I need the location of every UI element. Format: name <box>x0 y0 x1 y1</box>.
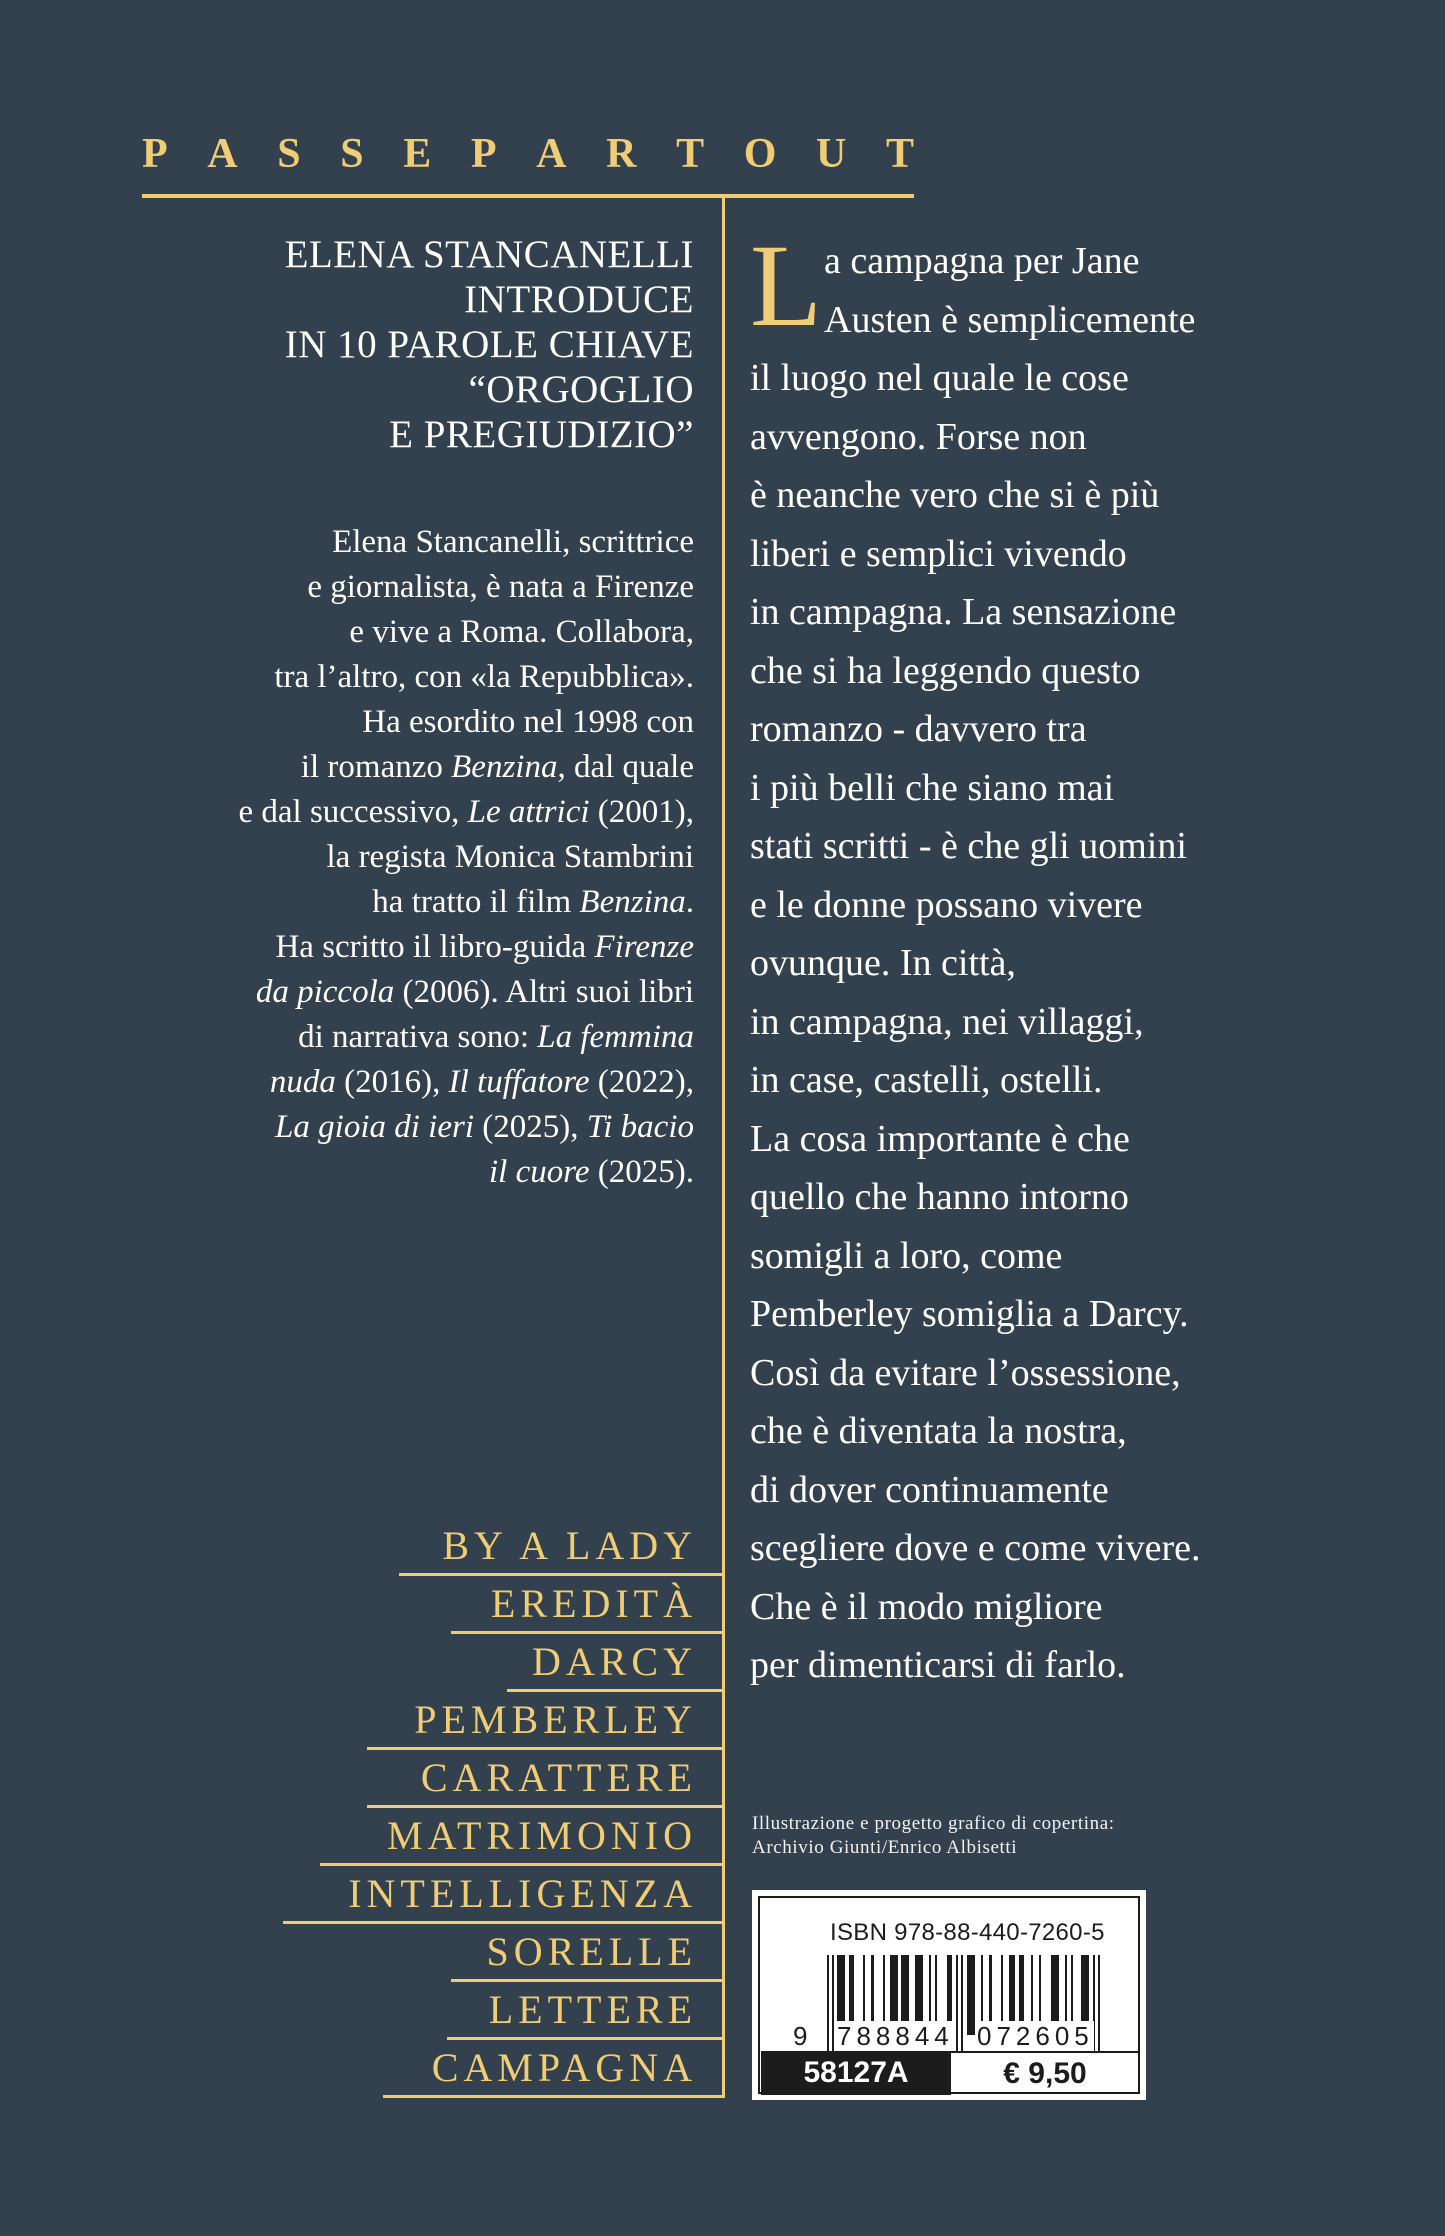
excerpt-line: romanzo - davvero tra <box>750 708 1087 750</box>
drop-cap: L <box>750 220 823 351</box>
book-title: Benzina <box>579 884 686 920</box>
excerpt-line: Che è il modo migliore <box>750 1585 1103 1628</box>
headline-line: “ORGOGLIO <box>468 368 694 411</box>
keyword-item <box>260 2040 723 2098</box>
excerpt-line: quello che hanno intorno <box>750 1176 1129 1218</box>
bio-text: (2006). Altri suoi libri <box>394 974 694 1010</box>
keyword-label: LETTERE <box>488 1987 697 2032</box>
series-title <box>142 126 914 182</box>
keywords-list <box>260 1518 723 2098</box>
excerpt-line: La cosa importante è che <box>750 1117 1130 1160</box>
excerpt-line: Così da evitare l’ossessione, <box>750 1351 1181 1394</box>
book-title: La gioia di ieri <box>275 1109 474 1145</box>
keyword-label: CARATTERE <box>420 1755 697 1800</box>
series-title-letter: R <box>606 131 637 177</box>
bio-line <box>140 925 694 970</box>
excerpt-line: i più belli che siano mai <box>750 766 1115 809</box>
book-title: Firenze <box>594 929 694 965</box>
excerpt-line: che si ha leggendo questo <box>750 649 1141 692</box>
ean-digits-left: 788844 <box>837 2021 954 2051</box>
bio-text: , dal quale <box>557 749 694 785</box>
series-title-letter: U <box>816 131 847 177</box>
bio-line <box>140 1015 694 1060</box>
ean-digits-right: 072605 <box>977 2021 1094 2051</box>
series-title-letter: T <box>885 131 914 177</box>
barcode-box <box>752 1890 1146 2100</box>
book-title: Ti bacio <box>586 1109 694 1145</box>
keyword-label: BY A LADY <box>442 1523 697 1568</box>
excerpt-line: di dover continuamente <box>750 1468 1109 1511</box>
ean-first-digit: 9 <box>793 2021 808 2051</box>
excerpt-line: per dimenticarsi di farlo. <box>750 1644 1126 1686</box>
book-title: Le attrici <box>467 794 590 830</box>
series-title-letter: P <box>470 131 497 177</box>
series-title-letter: S <box>277 131 301 177</box>
book-title: il cuore <box>489 1154 590 1190</box>
cover-credits <box>752 1812 1272 1860</box>
keyword-item <box>260 1982 723 2040</box>
headline-line: INTRODUCE <box>464 278 694 321</box>
bio-text: e dal successivo, <box>238 794 468 830</box>
bio-text: Ha scritto il libro-guida <box>275 929 595 965</box>
keyword-item <box>260 1576 723 1634</box>
excerpt-line: scegliere dove e come vivere. <box>750 1527 1201 1569</box>
series-title-letter: A <box>536 131 567 177</box>
keyword-item <box>260 1634 723 1692</box>
excerpt-line: il luogo nel quale le cose <box>750 357 1129 399</box>
bio-line <box>140 880 694 925</box>
credits-line: Illustrazione e progetto grafico di copertina: <box>752 1813 1115 1834</box>
book-title: Il tuffatore <box>448 1064 590 1100</box>
keyword-label: MATRIMONIO <box>387 1813 697 1858</box>
series-title-letter: E <box>403 131 432 177</box>
keyword-item <box>260 1866 723 1924</box>
excerpt-line: Pemberley somiglia a Darcy. <box>750 1293 1189 1335</box>
excerpt-line: è neanche vero che si è più <box>750 474 1160 516</box>
isbn-label: ISBN 978-88-440-7260-5 <box>830 1919 1105 1946</box>
bio-line: Ha esordito nel 1998 con <box>362 704 694 740</box>
keyword-item <box>260 1808 723 1866</box>
bio-line <box>140 790 694 835</box>
keyword-label: EREDITÀ <box>490 1581 697 1626</box>
book-title: nuda <box>269 1064 336 1100</box>
bio-line: tra l’altro, con «la Repubblica». <box>274 659 694 695</box>
author-bio <box>140 520 694 1195</box>
bio-line: Elena Stancanelli, scrittrice <box>332 524 694 560</box>
excerpt-line: liberi e semplici vivendo <box>750 532 1127 575</box>
top-divider <box>142 194 914 198</box>
headline <box>150 232 694 457</box>
series-title-letter: S <box>340 131 364 177</box>
bio-text: (2016), <box>335 1064 449 1100</box>
keyword-label: DARCY <box>531 1639 697 1684</box>
excerpt-line: che è diventata la nostra, <box>750 1410 1127 1452</box>
bio-text: . <box>685 884 694 920</box>
bio-text: (2022), <box>589 1064 694 1100</box>
bio-line: e vive a Roma. Collabora, <box>349 614 694 650</box>
excerpt-line: ovunque. In città, <box>750 942 1016 984</box>
credits-line: Archivio Giunti/Enrico Albisetti <box>752 1837 1018 1858</box>
bio-text: il romanzo <box>300 749 452 785</box>
excerpt-line: in case, castelli, ostelli. <box>750 1059 1103 1101</box>
series-title-letter: P <box>142 131 168 177</box>
excerpt-line: somigli a loro, come <box>750 1234 1063 1277</box>
excerpt-line: in campagna, nei villaggi, <box>750 1000 1144 1043</box>
bio-line <box>140 1150 694 1195</box>
book-title: Benzina <box>451 749 558 785</box>
keyword-label: PEMBERLEY <box>414 1697 697 1742</box>
keyword-label: SORELLE <box>486 1929 697 1974</box>
headline-line: ELENA STANCANELLI <box>284 233 694 276</box>
keyword-label: CAMPAGNA <box>431 2045 697 2090</box>
keyword-item <box>260 1692 723 1750</box>
bio-text: (2001), <box>589 794 694 830</box>
keyword-underline <box>383 2095 723 2098</box>
bio-text: ha tratto il film <box>372 884 580 920</box>
bio-text: (2025). <box>589 1154 694 1190</box>
bio-line <box>140 970 694 1015</box>
excerpt-line: a campagna per Jane <box>824 240 1140 282</box>
excerpt-text <box>750 220 1350 1695</box>
bio-line <box>140 745 694 790</box>
series-title-letter: T <box>676 131 705 177</box>
excerpt-line: stati scritti - è che gli uomini <box>750 825 1187 867</box>
bio-line <box>140 1060 694 1105</box>
excerpt-line: Austen è semplicemente <box>824 298 1196 341</box>
bio-text: di narrativa sono: <box>298 1019 538 1055</box>
bio-text: (2025), <box>473 1109 587 1145</box>
excerpt-line: avvengono. Forse non <box>750 415 1087 458</box>
book-title: da piccola <box>255 974 395 1010</box>
excerpt-line: in campagna. La sensazione <box>750 591 1177 633</box>
book-title: La femmina <box>537 1019 694 1055</box>
bio-line: e giornalista, è nata a Firenze <box>307 569 694 605</box>
excerpt-line: e le donne possano vivere <box>750 883 1143 926</box>
keyword-label: INTELLIGENZA <box>348 1871 697 1916</box>
series-title-letter: A <box>207 131 238 177</box>
bio-line <box>140 1105 694 1150</box>
bio-line: la regista Monica Stambrini <box>326 839 694 875</box>
series-title-letter: O <box>743 131 777 177</box>
keyword-item <box>260 1924 723 1982</box>
headline-line: IN 10 PAROLE CHIAVE <box>284 323 694 366</box>
keyword-item <box>260 1518 723 1576</box>
product-code: 58127A <box>761 2051 951 2095</box>
price: € 9,50 <box>951 2051 1139 2095</box>
keyword-item <box>260 1750 723 1808</box>
headline-line: E PREGIUDIZIO” <box>389 413 694 456</box>
